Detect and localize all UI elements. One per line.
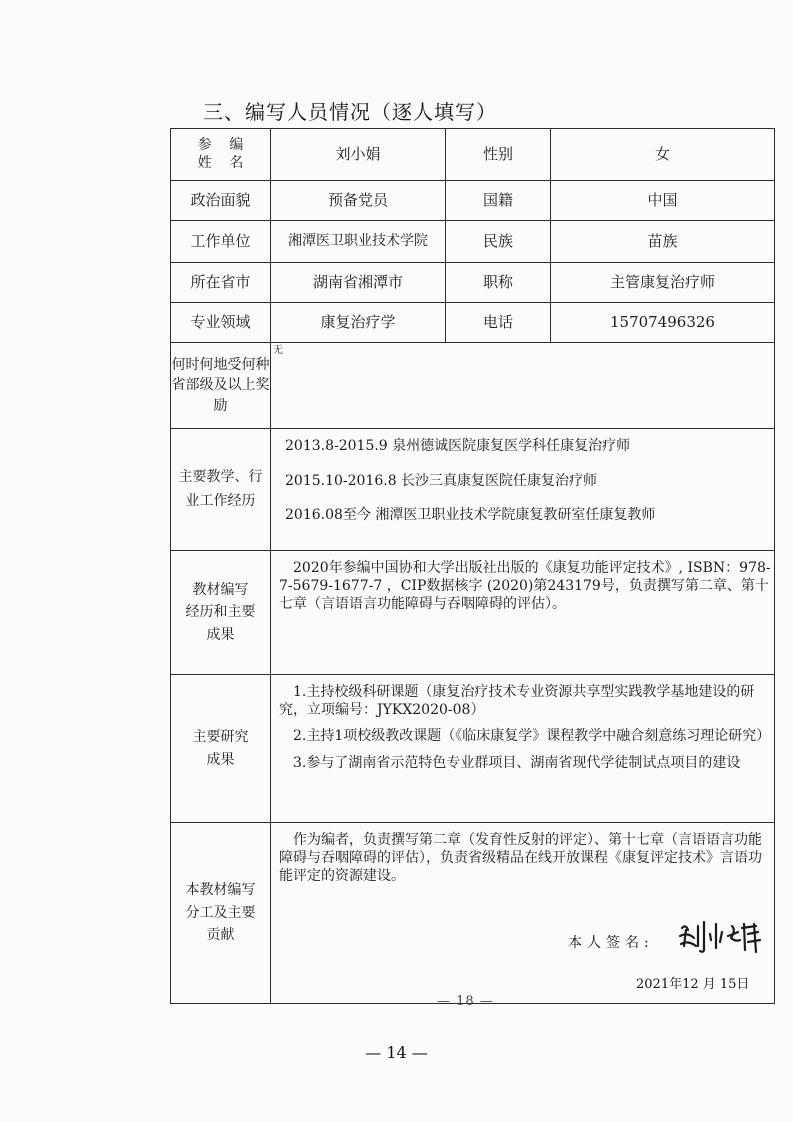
author-info-table bbox=[170, 128, 775, 1004]
label-contribution: 本教材编写 分工及主要 贡献 bbox=[171, 823, 271, 1004]
row-awards bbox=[171, 343, 775, 429]
row-political bbox=[171, 181, 775, 221]
contribution-text: 作为编者，负责撰写第二章（发育性反射的评定）、第十七章（言语语言功能障碍与吞咽障碍的评估），负责省级精品在线开放课程《康复评定技术》言语功能评定的资源建设。 bbox=[279, 832, 762, 885]
label-phone: 电话 bbox=[446, 303, 551, 343]
section-heading: 三、编写人员情况（逐人填写） bbox=[203, 100, 497, 124]
sign-date: 2021年12 月 15日 bbox=[636, 977, 750, 992]
value-nationality: 中国 bbox=[551, 181, 775, 221]
label-title: 职称 bbox=[446, 263, 551, 303]
research-item: 3.参与了湖南省示范特色专业群项目、湖南省现代学徒制试点项目的建设 bbox=[293, 754, 741, 771]
value-ethnicity: 苗族 bbox=[551, 221, 775, 263]
label-nationality: 国籍 bbox=[446, 181, 551, 221]
value-title: 主管康复治疗师 bbox=[551, 263, 775, 303]
row-province bbox=[171, 263, 775, 303]
research-cell bbox=[271, 675, 775, 823]
label-experience: 主要教学、行 业工作经历 bbox=[171, 429, 271, 551]
label-field: 专业领域 bbox=[171, 303, 271, 343]
value-gender: 女 bbox=[551, 129, 775, 181]
value-province: 湖南省湘潭市 bbox=[271, 263, 446, 303]
label-ethnicity: 民族 bbox=[446, 221, 551, 263]
value-awards: 无 bbox=[271, 343, 775, 429]
textbook-text: 2020年参编中国协和大学出版社出版的《康复功能评定技术》, ISBN：978-7-5679-1677-7 ，CIP数据核字 (2020)第243179号，负责撰写第二章、第十七章（言语语言功能障碍与吞咽障碍的评估）。 bbox=[279, 560, 771, 613]
value-field: 康复治疗学 bbox=[271, 303, 446, 343]
label-province: 所在省市 bbox=[171, 263, 271, 303]
row-research bbox=[171, 675, 775, 823]
label-political: 政治面貌 bbox=[171, 181, 271, 221]
value-phone: 15707496326 bbox=[551, 303, 775, 343]
row-textbook bbox=[171, 551, 775, 675]
research-item: 2.主持1项校级教改课题（《临床康复学》课程教学中融合刻意练习理论研究） bbox=[293, 728, 771, 745]
label-gender: 性别 bbox=[446, 129, 551, 181]
textbook-cell bbox=[271, 551, 775, 675]
row-name bbox=[171, 129, 775, 181]
label-textbook: 教材编写 经历和主要 成果 bbox=[171, 551, 271, 675]
original-page-number: — 18 — bbox=[437, 994, 494, 1009]
value-workplace: 湘潭医卫职业技术学院 bbox=[271, 221, 446, 263]
experience-item: 2013.8-2015.9 泉州德诚医院康复医学科任康复治疗师 bbox=[285, 438, 631, 454]
handwritten-signature bbox=[676, 916, 768, 956]
value-political: 预备党员 bbox=[271, 181, 446, 221]
label-workplace: 工作单位 bbox=[171, 221, 271, 263]
value-name: 刘小娟 bbox=[271, 129, 446, 181]
row-workplace bbox=[171, 221, 775, 263]
row-experience bbox=[171, 429, 775, 551]
page-number: — 14 — bbox=[365, 1043, 428, 1062]
label-awards: 何时何地受何种 省部级及以上奖励 bbox=[171, 343, 271, 429]
signature-label: 本人签名: bbox=[568, 935, 654, 951]
row-field bbox=[171, 303, 775, 343]
experience-item: 2016.08至今 湘潭医卫职业技术学院康复教研室任康复教师 bbox=[285, 507, 656, 523]
experience-cell bbox=[271, 429, 775, 551]
experience-item: 2015.10-2016.8 长沙三真康复医院任康复治疗师 bbox=[285, 472, 598, 489]
research-item: 1.主持校级科研课题（康复治疗技术专业资源共享型实践教学基地建设的研究，立项编号：JYKX2020-08） bbox=[279, 684, 755, 719]
label-name: 参 编 姓 名 bbox=[171, 129, 271, 181]
label-research: 主要研究 成果 bbox=[171, 675, 271, 823]
